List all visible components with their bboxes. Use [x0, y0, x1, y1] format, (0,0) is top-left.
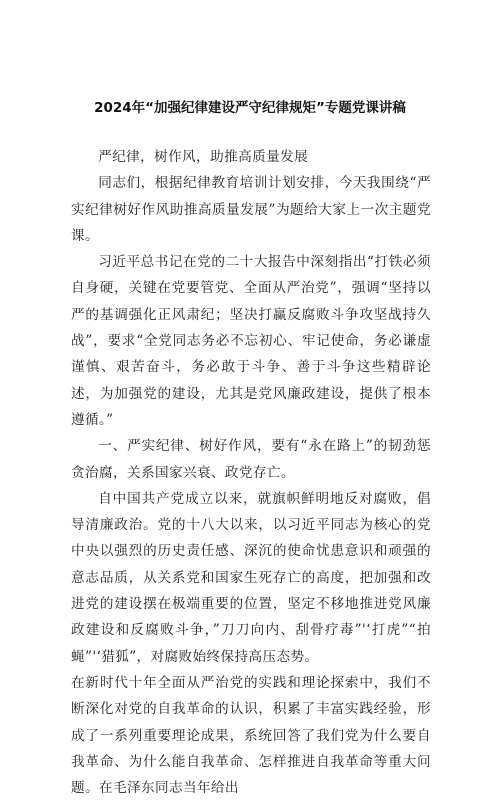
history-paragraph: 自中国共产党成立以来，就旗帜鲜明地反对腐败，倡导清廉政治。党的十八大以来，以习近平同志为核心的党中央以强烈的历史责任感、深沉的使命忧患意识和顽强的意志品质，从关系党和国家生死存亡的高度，把加强和改进党的建设摆在极端重要的位置，坚定不移地推进党风廉政建设和反腐败斗争，”刀刀向内、刮骨疗毒”'‘打虎”“拍蝇”'‘猎狐”，对腐败始终保持高压态势。	[71, 490, 431, 665]
section-one-heading: 一、严实纪律、树好作风，要有“永在路上”的韧劲惩贪治腐，关系国家兴衰、政党存亡。	[71, 438, 431, 481]
document-title: 2024年“加强纪律建设严守纪律规矩”专题党课讲稿	[94, 100, 406, 116]
quote-paragraph: 习近平总书记在党的二十大报告中深刻指出“打铁必须自身硬，关键在党要管党、全面从严治党”，强调“坚持以严的基调强化正风肃纪；坚决打赢反腐败斗争攻坚战持久战”，要求“全党同志务必不忘初心、牢记使命，务必谦虚谨慎、艰苦奋斗，务必敢于斗争、善于斗争这些精辟论述，为加强党的建设，尤其是党风廉政建设，提供了根本遵循。”	[71, 254, 431, 428]
greeting-paragraph: 同志们，根据纪律教育培训计划安排，今天我围绕“严实纪律树好作风助推高质量发展”为题给大家上一次主题党课。	[71, 175, 431, 244]
subtitle-paragraph: 严纪律，树作风，助推高质量发展	[98, 149, 309, 165]
document-body	[71, 144, 431, 801]
new-era-paragraph: 在新时代十年全面从严治党的实践和理论探索中，我们不断深化对党的自我革命的认识，积累了丰富实践经验，形成了一系列重要理论成果，系统回答了我们党为什么要自我革命、为什么能自我革命、怎样推进自我革命等重大问题。在毛泽东同志当年给出	[71, 674, 431, 797]
